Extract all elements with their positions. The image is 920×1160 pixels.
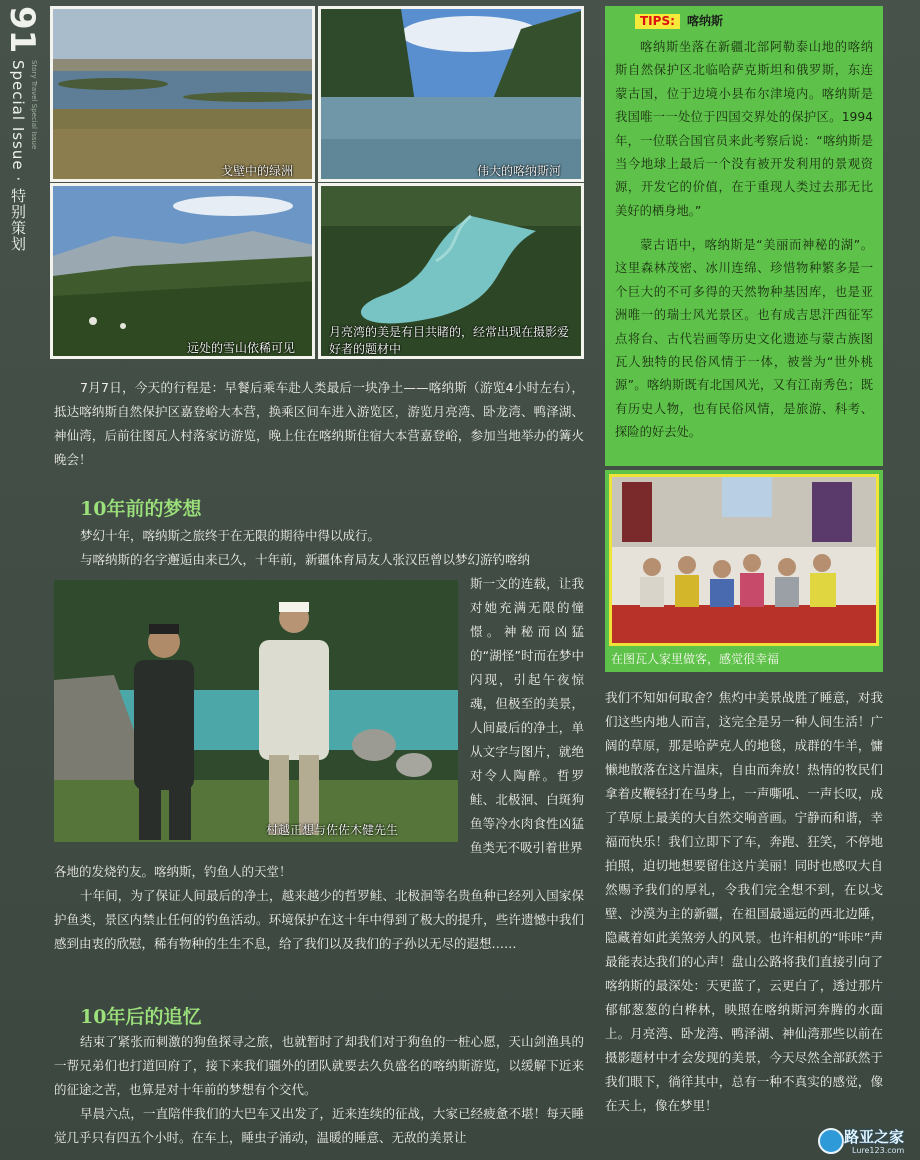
watermark-url: Lure123.com (852, 1146, 905, 1155)
tips-title: 喀纳斯 (687, 14, 724, 28)
section-label: Special Issue · 特别策划 (9, 60, 27, 252)
section1-p2-full: 与喀纳斯的名字邂逅由来已久，十年前，新疆体育局友人张汉臣曾以梦幻游钓喀纳 (80, 552, 531, 567)
tips-paragraph-2: 蒙古语中，喀纳斯是“美丽而神秘的湖”。这里森林茂密、冰川连绵、珍惜物种繁多是一个巨大的不可多得的天然物种基因库，也是亚洲唯一的瑞士风光景区。也有成吉思汗西征军点将台、古代岩画等历史文化遗迹与蒙古族图瓦人独特的民俗风情于一体，被誉为“世外桃源”。喀纳斯既有北国风光，又有江南秀色；既有历史人物，也有民俗风情，是旅游、科考、探险的好去处。 (615, 238, 873, 440)
oasis-photo (50, 6, 315, 182)
oasis-image (53, 9, 315, 182)
tuva-family-photo (609, 474, 879, 646)
section1-p2-tail: 各地的发烧钓友。喀纳斯，钓鱼人的天堂！ (54, 864, 292, 879)
oasis-caption: 戈壁中的绿洲 (221, 164, 294, 178)
section1-heading: 10年前的梦想 (80, 498, 202, 520)
river-image (321, 9, 584, 182)
section1-p1: 梦幻十年，喀纳斯之旅终于在无限的期待中得以成行。 (80, 528, 381, 543)
section-sublabel: Story Travel Special Issue (30, 60, 38, 150)
moonbay-caption: 月亮湾的美是有目共睹的，经常出现在摄影爱好者的题材中 (329, 325, 570, 356)
section1-p3: 十年间，为了保证人间最后的净土，越来越少的哲罗鲑、北极洄等名贵鱼种已经列入国家保护鱼类，景区内禁止任何的钓鱼活动。环境保护在这十年中得到了极大的提升，些许遗憾中我们感到由衷的欣慰，稀有物种的生生不息，给了我们以及我们的子孙以无尽的遐想…… (54, 888, 584, 951)
section1-p2-wrap: 斯一文的连载，让我对她充满无限的憧憬。神秘而凶猛的“湖怪”时而在梦中闪现，引起午夜惊魂，但极至的美景，人间最后的净土，单从文字与图片，就绝对令人陶醉。哲罗鲑、北极洄、白斑狗鱼等冷水肉食性凶猛鱼类无不吸引着世界 (470, 576, 584, 855)
section-strip (0, 0, 46, 1160)
section2-p2: 早晨六点，一直陪伴我们的大巴车又出发了，近来连续的征战，大家已经疲惫不堪！每天睡觉几乎只有四五个小时。在车上，睡虫子涌动，温暖的睡意、无敌的美景让 (54, 1106, 584, 1145)
river-caption: 伟大的喀纳斯河 (477, 164, 562, 178)
tips-photo-caption: 在图瓦人家里做客，感觉很幸福 (611, 652, 780, 666)
moonbay-photo (318, 183, 584, 359)
section2-heading: 10年后的追忆 (80, 1006, 202, 1028)
tips-tag: TIPS: (635, 14, 680, 29)
people-caption: 村越正想与佐佐木健先生 (266, 823, 399, 837)
page-number: 91 (2, 6, 42, 54)
watermark (818, 1124, 918, 1158)
tips-box (605, 6, 883, 466)
watermark-logo-icon (818, 1128, 844, 1154)
right-column-text: 我们不知如何取舍？焦灼中美景战胜了睡意，对我们这些内地人而言，这完全是另一种人间生活！广阔的草原，那是哈萨克人的地毯，成群的牛羊，慵懒地散落在这片温床，自由而奔放！热情的牧民们拿着皮鞭轻打在马身上，一声嘶吼、一声长叹，成了草原上最美的大自然交响音画。宁静而和谐，幸福而快乐！我们立即下了车，奔跑、狂笑，不停地拍照，迫切地想要留住这片美丽！同时也感叹大自然赐予我们的厚礼，令我们完全想不到，在以戈壁、沙漠为主的新疆，在祖国最遥远的西北边陲，隐藏着如此美煞旁人的风景。也许相机的“咔咔”声最能表达我们的心声！盘山公路将我们直接引向了喀纳斯的最深处：天更蓝了，云更白了，透过那片郁郁葱葱的白桦林，映照在喀纳斯河奔腾的水面上。月亮湾、卧龙湾、鸭泽湖、神仙湾那些以前在摄影题材中才会发现的美景，今天尽然全部跃然于我们眼下，徜徉其中，总有一种不真实的感觉，像在天上，像在梦里！ (605, 690, 883, 1113)
mountain-photo (50, 183, 315, 359)
tips-paragraph-1: 喀纳斯坐落在新疆北部阿勒泰山地的喀纳斯自然保护区北临哈萨克斯坦和俄罗斯，东连蒙古国，位于边境小县布尔津境内。喀纳斯是我国唯一一处位于四国交界处的保护区。1994年，一位联合国官员来此考察后说：“喀纳斯是当今地球上最后一个没有被开发利用的景观资源，开发它的价值，在于重现人类过去那无比美好的栖身地。” (615, 40, 873, 218)
tuva-family-image (612, 477, 876, 643)
mountain-caption: 远处的雪山依稀可见 (187, 341, 296, 355)
river-photo (318, 6, 584, 182)
watermark-text: 路亚之家 (844, 1128, 905, 1146)
people-photo (54, 580, 458, 842)
people-image (54, 580, 458, 842)
section2-p1: 结束了紧张而刺激的狗鱼探寻之旅，也就暂时了却我们对于狗鱼的一桩心愿，天山剑渔具的一帮兄弟们也打道回府了，接下来我们疆外的团队就要去久负盛名的喀纳斯游览，以缓解下近来的征途之苦，也算是对十年前的梦想有个交代。 (54, 1034, 584, 1097)
mountain-image (53, 186, 315, 359)
tips-photo-frame (605, 470, 883, 672)
intro-paragraph: 7月7日，今天的行程是：早餐后乘车赴人类最后一块净土——喀纳斯（游览4小时左右），抵达喀纳斯自然保护区嘉登峪大本营，换乘区间车进入游览区，游览月亮湾、卧龙湾、鸭泽湖、神仙湾，后前往图瓦人村落家访游览，晚上住在喀纳斯住宿大本营嘉登峪，参加当地举办的篝火晚会！ (54, 380, 584, 467)
